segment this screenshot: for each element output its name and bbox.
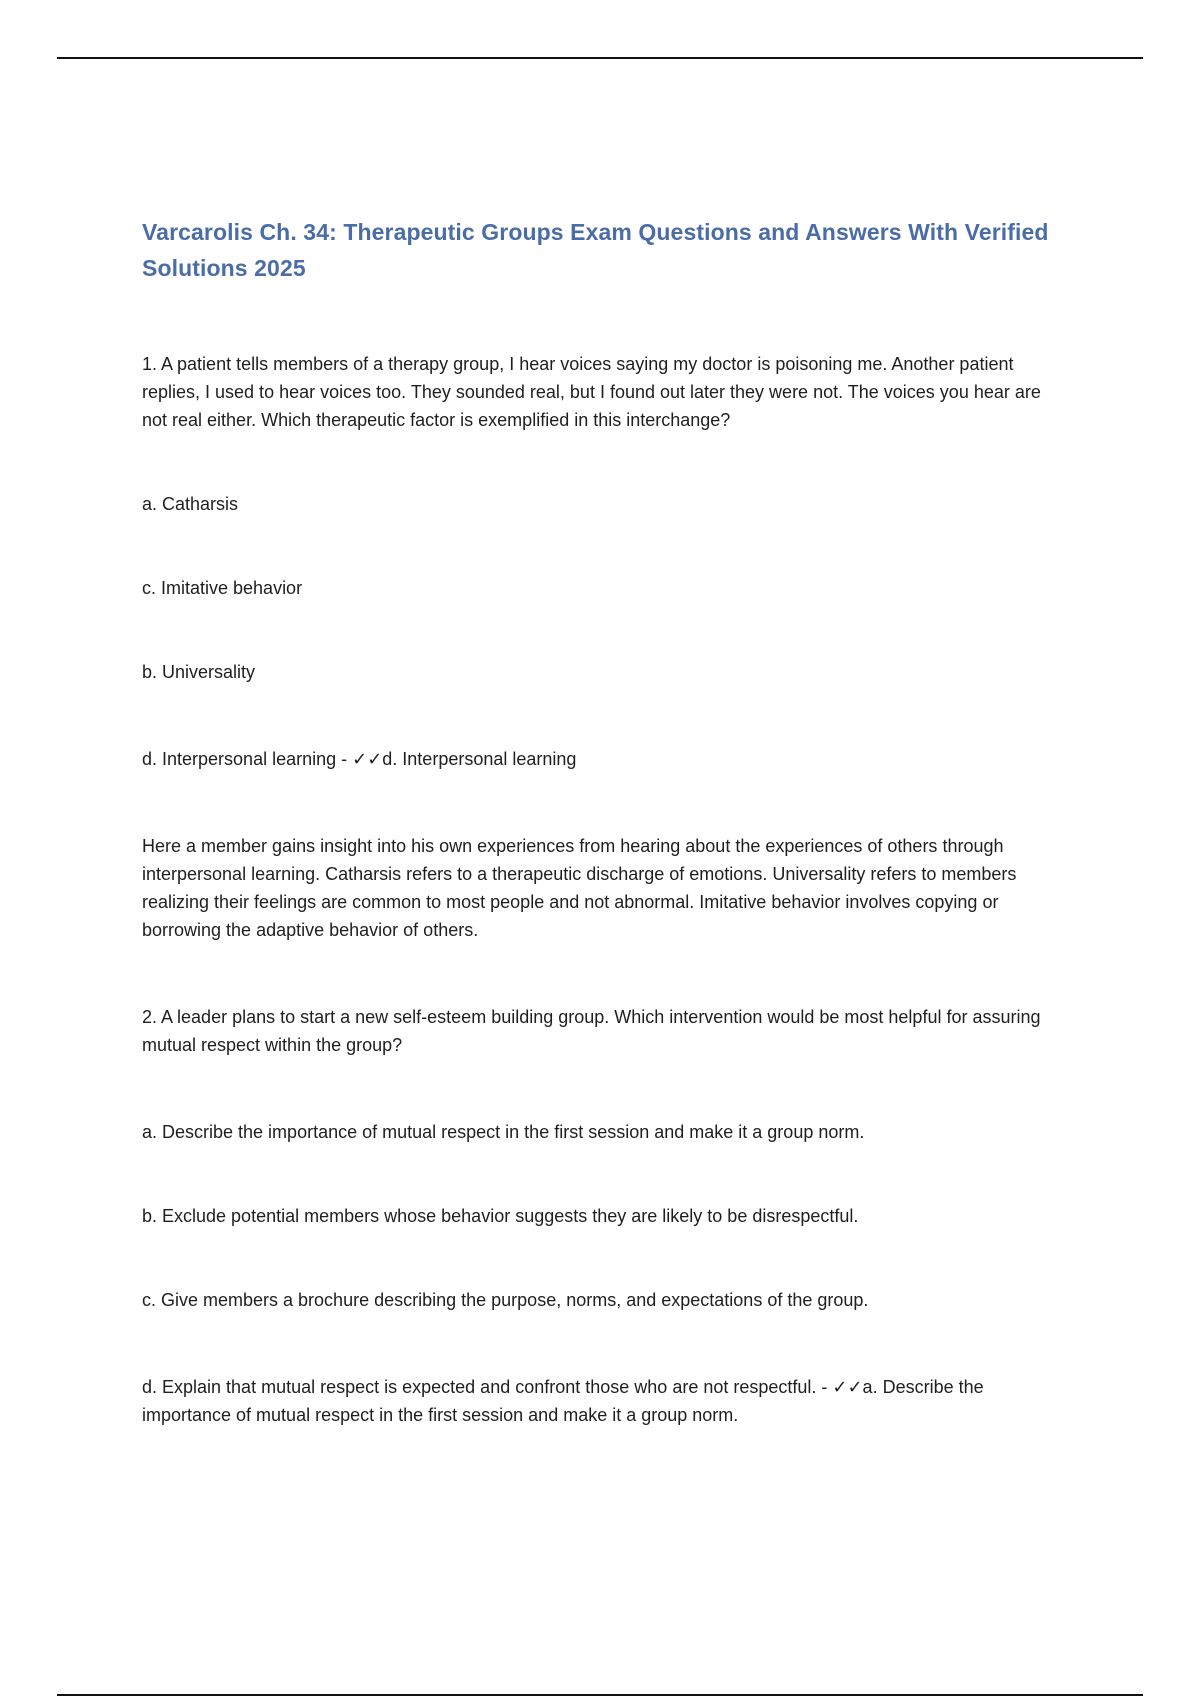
question-1-option-b: b. Universality xyxy=(142,662,256,682)
question-2-stem: 2. A leader plans to start a new self-esteem building group. Which intervention would be most helpful for assuring mutual respect within the group? xyxy=(142,1007,1041,1055)
document-body xyxy=(142,214,1052,1429)
bottom-divider xyxy=(57,1694,1143,1696)
question-2-option-a: a. Describe the importance of mutual respect in the first session and make it a group norm. xyxy=(142,1122,865,1142)
question-1-rationale: Here a member gains insight into his own experiences from hearing about the experiences of others through interpersonal learning. Catharsis refers to a therapeutic discharge of emotions. Universality refers to members realizing their feelings are common to most people and not abnormal. Imitative behavior involves copying or borrowing the adaptive behavior of others. xyxy=(142,836,1017,940)
top-divider xyxy=(57,57,1143,59)
question-1-option-c: c. Imitative behavior xyxy=(142,578,303,598)
question-1-stem: 1. A patient tells members of a therapy group, I hear voices saying my doctor is poisoning me. Another patient replies, I used to hear voices too. They sounded real, but I found out later they were not. The voices you hear are not real either. Which therapeutic factor is exemplified in this interchange? xyxy=(142,354,1041,430)
question-2-option-c: c. Give members a brochure describing the purpose, norms, and expectations of the group. xyxy=(142,1290,869,1310)
question-2-option-b: b. Exclude potential members whose behavior suggests they are likely to be disrespectful. xyxy=(142,1206,859,1226)
question-1-option-a: a. Catharsis xyxy=(142,494,239,514)
question-2-option-d-answer: d. Explain that mutual respect is expected and confront those who are not respectful. - ✓✓a. Describe the importance of mutual respect in the first session and make it a group norm. xyxy=(142,1377,984,1425)
question-1-option-d-answer: d. Interpersonal learning - ✓✓d. Interpersonal learning xyxy=(142,749,577,769)
document-title: Varcarolis Ch. 34: Therapeutic Groups Exam Questions and Answers With Verified Solutions 2025 xyxy=(142,219,1049,281)
